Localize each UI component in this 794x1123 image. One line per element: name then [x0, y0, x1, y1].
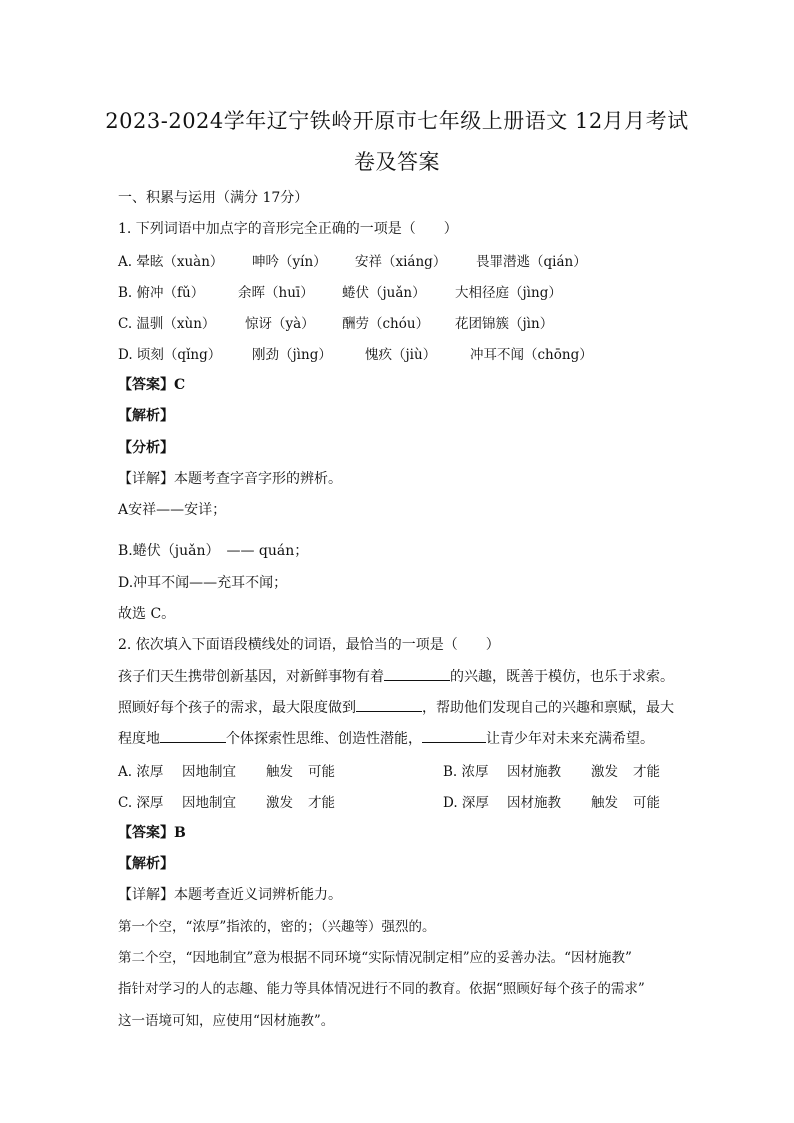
q2-detail: 【详解】本题考查近义词辨析能力。: [118, 887, 342, 903]
q2-c-4: 才能: [308, 795, 335, 811]
q2-passage-line2: [118, 697, 674, 717]
q2-p2b: ，帮助他们发现自己的兴趣和禀赋，最大: [422, 700, 674, 716]
q1-c-2: 惊讶（yà）: [245, 316, 315, 332]
q1-explain-b: B.蜷伏（juǎn） —— quán；: [118, 543, 309, 559]
q1-a-2: 呻吟（yín）: [252, 254, 327, 270]
blank-1: [384, 668, 450, 681]
q2-p3b: 个体探索性思维、创造性潜能，: [226, 731, 422, 747]
q2-d-2: 因材施教: [507, 795, 561, 811]
q2-b-3: 激发: [591, 764, 618, 780]
q2-passage-line1: [118, 666, 674, 686]
q1-a-4: 畏罪潜逃（qián）: [476, 254, 587, 270]
q2-b-1: B. 浓厚: [443, 764, 489, 780]
blank-2: [356, 699, 422, 712]
q2-stem: 2. 依次填入下面语段横线处的词语，最恰当的一项是（ ）: [118, 637, 500, 653]
q2-a-4: 可能: [308, 764, 335, 780]
q2-p3a: 程度地: [118, 731, 160, 747]
q1-b-1: B. 俯冲（fǔ）: [118, 285, 205, 301]
q1-d-2: 刚劲（jìng）: [252, 347, 332, 363]
q1-analysis-label: 【解析】: [118, 408, 174, 424]
q2-explain-4: 这一语境可知，应使用“因材施教”。: [118, 1013, 335, 1029]
q2-p3c: 让青少年对未来充满希望。: [486, 731, 654, 747]
q2-a-1: A. 浓厚: [118, 764, 164, 780]
q1-conclusion: 故选 C。: [118, 606, 176, 622]
q2-b-4: 才能: [633, 764, 660, 780]
q2-analysis-label: 【解析】: [118, 856, 174, 872]
q2-b-2: 因材施教: [507, 764, 561, 780]
q1-d-4: 冲耳不闻（chōng）: [470, 347, 593, 363]
q1-d-1: D. 顷刻（qǐng）: [118, 347, 222, 363]
q1-stem: 1. 下列词语中加点字的音形完全正确的一项是（ ）: [118, 221, 458, 237]
q2-p1b: 的兴趣，既善于模仿，也乐于求索。: [450, 669, 674, 685]
q1-detail: 【详解】本题考查字音字形的辨析。: [118, 471, 342, 487]
q2-a-3: 触发: [266, 764, 293, 780]
q2-c-1: C. 深厚: [118, 795, 164, 811]
q2-explain-2: 第二个空，“因地制宜”意为根据不同环境“实际情况制定相”应的妥善办法。“因材施教”: [118, 950, 632, 966]
q1-explain-a: A安祥——安详；: [118, 502, 227, 518]
q1-c-3: 酬劳（chóu）: [342, 316, 430, 332]
q2-d-1: D. 深厚: [443, 795, 489, 811]
doc-title-line1: 2023-2024学年辽宁铁岭开原市七年级上册语文 12月月考试: [105, 109, 689, 133]
q2-p1a: 孩子们天生携带创新基因，对新鲜事物有着: [118, 669, 384, 685]
q2-d-4: 可能: [633, 795, 660, 811]
q1-c-4: 花团锦簇（jìn）: [455, 316, 554, 332]
blank-3: [160, 730, 226, 743]
q2-c-3: 激发: [266, 795, 293, 811]
q2-p2a: 照顾好每个孩子的需求，最大限度做到: [118, 700, 356, 716]
doc-title-line2: 卷及答案: [354, 150, 440, 174]
q1-a-3: 安祥（xiáng）: [355, 254, 447, 270]
q1-fenxi-label: 【分析】: [118, 440, 174, 456]
q2-answer: 【答案】B: [118, 825, 186, 841]
q1-b-2: 余晖（huī）: [238, 285, 314, 301]
q1-b-3: 蜷伏（juǎn）: [342, 285, 426, 301]
q2-explain-1: 第一个空，“浓厚”指浓的，密的；（兴趣等）强烈的。: [118, 919, 436, 935]
q2-explain-3: 指针对学习的人的志趣、能力等具体情况进行不同的教育。依据“照顾好每个孩子的需求”: [118, 981, 645, 997]
q1-explain-d: D.冲耳不闻——充耳不闻；: [118, 575, 288, 591]
q2-d-3: 触发: [591, 795, 618, 811]
q1-a-1: A. 晕眩（xuàn）: [118, 254, 224, 270]
q1-answer: 【答案】C: [118, 377, 186, 393]
q2-c-2: 因地制宜: [182, 795, 236, 811]
q1-b-4: 大相径庭（jìng）: [455, 285, 562, 301]
blank-4: [422, 730, 486, 743]
section-heading: 一、积累与运用（满分 17分）: [118, 190, 309, 206]
q2-passage-line3: [118, 728, 654, 748]
q1-d-3: 愧疚（jiù）: [365, 347, 437, 363]
q1-c-1: C. 温驯（xùn）: [118, 316, 216, 332]
q2-a-2: 因地制宜: [182, 764, 236, 780]
